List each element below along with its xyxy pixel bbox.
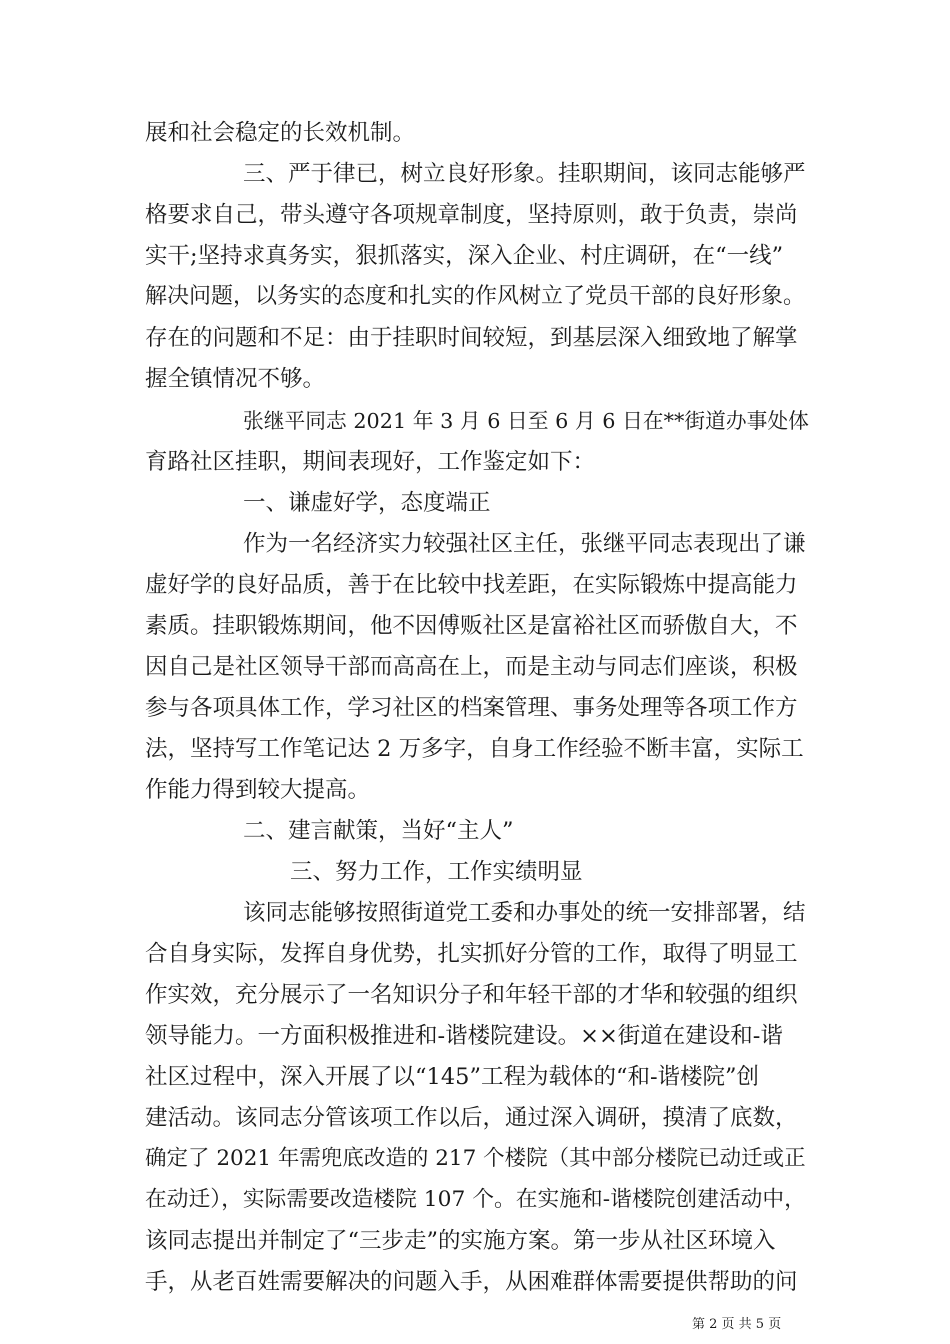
text-line: 作为一名经济实力较强社区主任，张继平同志表现出了谦: [243, 531, 806, 557]
text-line: 素质。挂职锻炼期间，他不因傅贩社区是富裕社区而骄傲自大，不: [145, 613, 798, 639]
text-line: 该同志能够按照街道党工委和办事处的统一安排部署，结: [243, 900, 806, 926]
text-line: 参与各项具体工作，学习社区的档案管理、事务处理等各项工作方: [145, 695, 798, 721]
text-line: 育路社区挂职，期间表现好，工作鉴定如下：: [145, 449, 596, 475]
text-line: 合自身实际，发挥自身优势，扎实抓好分管的工作，取得了明显工: [145, 941, 798, 967]
text-line: 建活动。该同志分管该项工作以后，通过深入调研，摸清了底数，: [145, 1105, 798, 1131]
page-number: 第 2 页 共 5 页: [692, 1317, 782, 1332]
text-line: 作能力得到较大提高。: [145, 777, 371, 803]
text-line: 确定了 2021 年需兜底改造的 217 个楼院（其中部分楼院已动迁或正: [145, 1146, 806, 1171]
text-line: 因自己是社区领导干部而高高在上，而是主动与同志们座谈，积极: [145, 654, 798, 680]
text-line: 法，坚持写工作笔记达 2 万多字，自身工作经验不断丰富，实际工: [145, 736, 804, 762]
text-line: 实干;坚持求真务实，狠抓落实，深入企业、村庄调研，在“一线”: [145, 243, 784, 269]
text-line: 领导能力。一方面积极推进和-谐楼院建设。××街道在建设和-谐: [145, 1023, 783, 1049]
text-line: 社区过程中，深入开展了以“145”工程为载体的“和-谐楼院”创: [145, 1064, 760, 1090]
section-heading: 二、建言献策，当好“主人”: [243, 818, 514, 844]
text-line: 存在的问题和不足：由于挂职时间较短，到基层深入细致地了解掌: [145, 325, 798, 351]
section-heading: 三、努力工作，工作实绩明显: [290, 859, 583, 885]
text-line: 该同志提出并制定了“三步走”的实施方案。第一步从社区环境入: [145, 1228, 776, 1254]
section-heading: 一、谦虚好学，态度端正: [243, 490, 491, 516]
text-line: 虚好学的良好品质，善于在比较中找差距，在实际锻炼中提高能力: [145, 572, 798, 598]
text-line: 解决问题，以务实的态度和扎实的作风树立了党员干部的良好形象。: [145, 284, 806, 309]
text-line: 作实效，充分展示了一名知识分子和年轻干部的才华和较强的组织: [145, 982, 798, 1008]
text-line: 在动迁），实际需要改造楼院 107 个。在实施和-谐楼院创建活动中，: [145, 1187, 806, 1212]
text-line: 格要求自己，带头遵守各项规章制度，坚持原则，敢于负责，崇尚: [145, 202, 798, 228]
text-line: 手，从老百姓需要解决的问题入手，从困难群体需要提供帮助的问: [145, 1269, 798, 1295]
text-line: 握全镇情况不够。: [145, 366, 326, 392]
text-line: 三、严于律已，树立良好形象。挂职期间，该同志能够严: [243, 161, 806, 187]
text-line: 张继平同志 2021 年 3 月 6 日至 6 月 6 日在**街道办事处体: [243, 409, 809, 433]
text-line: 展和社会稳定的长效机制。: [145, 120, 416, 146]
